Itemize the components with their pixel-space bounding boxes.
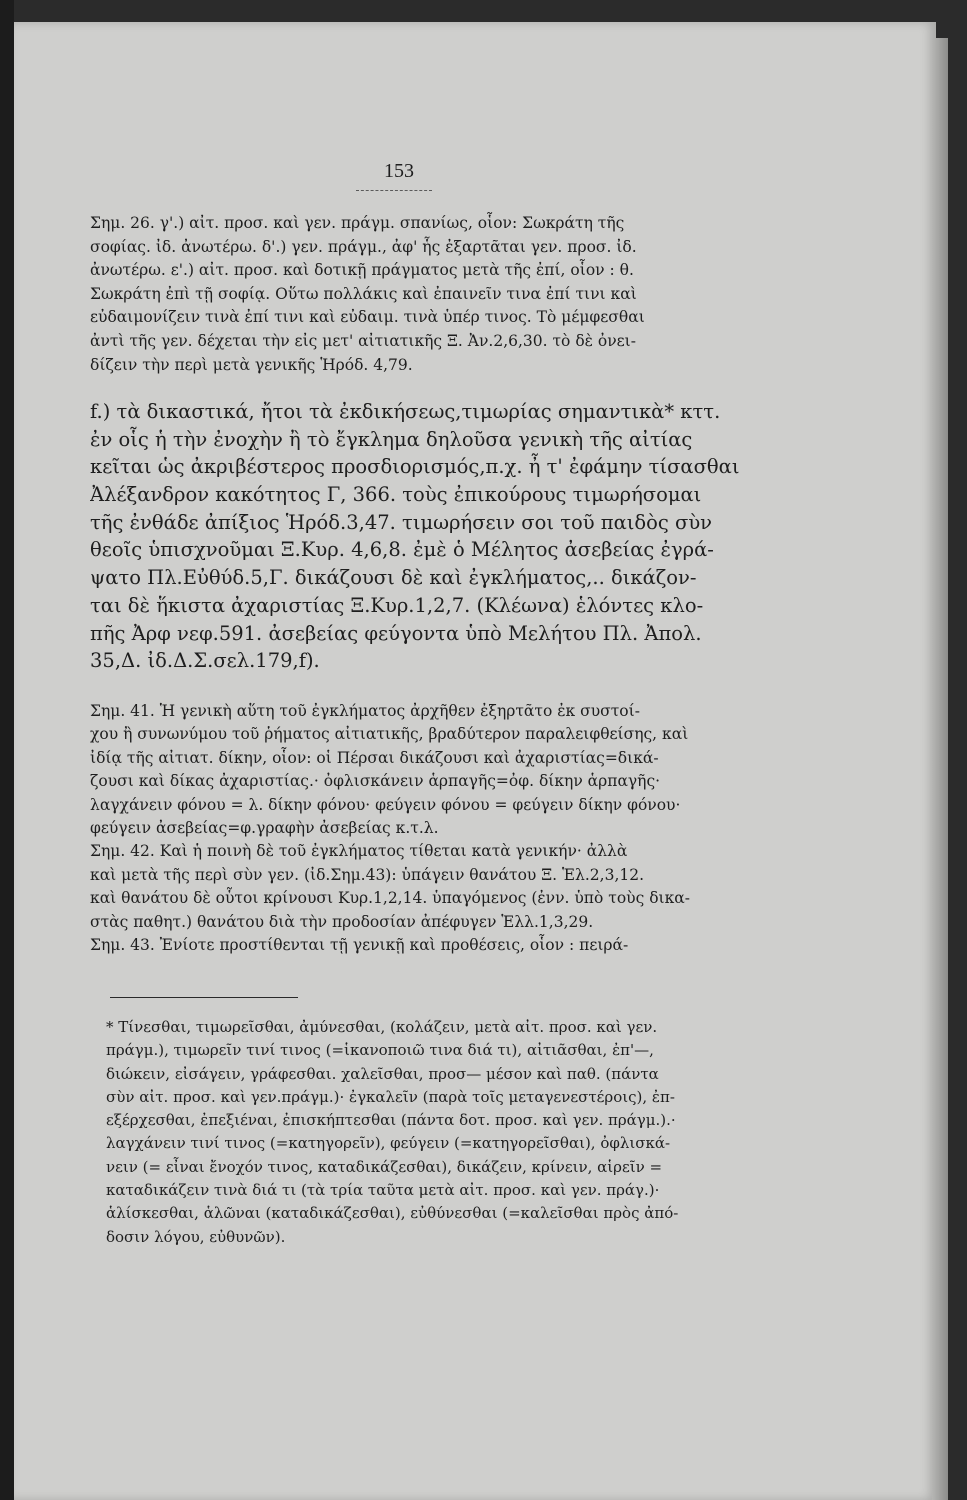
- notes-41-43: [90, 700, 918, 957]
- text-line: εξέρχεσθαι, ἐπεξιέναι, ἐπισκήπτεσθαι (πάντα δοτ. προσ. καὶ γεν. πράγμ.).·: [106, 1111, 676, 1130]
- text-line: χου ἢ συνωνύμου τοῦ ῥήματος αἰτιατικῆς, βραδύτερον παραλειφθείσης, καὶ: [90, 725, 689, 744]
- text-line: σοφίας. ἰδ. ἀνωτέρω. δ'.) γεν. πράγμ., ἀφ' ἧς ἐξαρτᾶται γεν. προσ. ἰδ.: [90, 237, 637, 256]
- text-line: ζουσι καὶ δίκας ἀχαριστίας.· ὀφλισκάνειν ἁρπαγῆς=ὀφ. δίκην ἁρπαγῆς·: [90, 772, 661, 791]
- text-line: δίζειν τὴν περὶ μετὰ γενικῆς Ἡρόδ. 4,79.: [90, 355, 413, 374]
- main-paragraph: [90, 398, 918, 675]
- text-line: λαγχάνειν τινί τινος (=κατηγορεῖν), φεύγειν (=κατηγορεῖσθαι), ὀφλισκά-: [106, 1134, 671, 1153]
- text-line: ψατο Πλ.Εὐθύδ.5,Γ. δικάζουσι δὲ καὶ ἐγκλήματος,.. δικάζον-: [90, 566, 697, 590]
- footnote: [106, 1016, 918, 1249]
- text-line: ται δὲ ἥκιστα ἀχαριστίας Ξ.Κυρ.1,2,7. (Κλέωνα) ἑλόντες κλο-: [90, 593, 704, 617]
- text-line: Σημ. 42. Καὶ ἡ ποινὴ δὲ τοῦ ἐγκλήματος τίθεται κατὰ γενικήν· ἀλλὰ: [90, 842, 628, 861]
- text-line: στὰς παθητ.) θανάτου διὰ τὴν προδοσίαν ἀπέφυγεν Ἑλλ.1,3,29.: [90, 912, 594, 931]
- text-line: ἀντὶ τῆς γεν. δέχεται τὴν εἰς μετ' αἰτιατικῆς Ξ. Ἀν.2,6,30. τὸ δὲ ὀνει-: [90, 331, 636, 350]
- text-line: κεῖται ὡς ἀκριβέστερος προσδιορισμός,π.χ. ἦ τ' ἐφάμην τίσασθαι: [90, 455, 740, 479]
- text-line: πῆς Ἀρφ νεφ.591. ἀσεβείας φεύγοντα ὑπὸ Μελήτου Πλ. Ἀπολ.: [90, 621, 702, 645]
- text-line: ἐν οἷς ἡ τὴν ἐνοχὴν ἢ τὸ ἔγκλημα δηλοῦσα γενικὴ τῆς αἰτίας: [90, 427, 693, 451]
- text-line: λαγχάνειν φόνου = λ. δίκην φόνου· φεύγειν φόνου = φεύγειν δίκην φόνου·: [90, 795, 681, 814]
- text-line: καὶ μετὰ τῆς περὶ σὺν γεν. (ἰδ.Σημ.43): ὑπάγειν θανάτου Ξ. Ἑλ.2,3,12.: [90, 865, 645, 884]
- page-number-rule: [356, 190, 432, 191]
- text-line: καὶ θανάτου δὲ οὗτοι κρίνουσι Κυρ.1,2,14. ὑπαγόμενος (ἐνν. ὑπὸ τοὺς δικα-: [90, 889, 690, 908]
- text-line: θεοῖς ὑπισχνοῦμαι Ξ.Κυρ. 4,6,8. ἐμὲ ὁ Μέλητος ἀσεβείας ἐγρά-: [90, 538, 714, 562]
- text-line: δοσιν λόγου, εὐθυνῶν).: [106, 1227, 286, 1246]
- note-paragraph-1: [90, 212, 918, 377]
- text-line: πράγμ.), τιμωρεῖν τινί τινος (=ἱκανοποιῶ τινα διά τι), αἰτιᾶσθαι, ἐπ'—,: [106, 1041, 654, 1060]
- text-line: Σημ. 26. γ'.) αἰτ. προσ. καὶ γεν. πράγμ. σπανίως, οἷον: Σωκράτη τῆς: [90, 214, 625, 232]
- page-edge-shadow: [932, 38, 948, 1500]
- text-line: Σημ. 41. Ἡ γενικὴ αὕτη τοῦ ἐγκλήματος ἀρχῆθεν ἐξηρτᾶτο ἐκ συστοί-: [90, 702, 640, 720]
- text-line: * Τίνεσθαι, τιμωρεῖσθαι, ἀμύνεσθαι, (κολάζειν, μετὰ αἰτ. προσ. καὶ γεν.: [106, 1018, 658, 1036]
- text-line: ἁλίσκεσθαι, ἁλῶναι (καταδικάζεσθαι), εὐθύνεσθαι (=καλεῖσθαι πρὸς ἀπό-: [106, 1204, 679, 1223]
- text-line: σὺν αἰτ. προσ. καὶ γεν.πράγμ.)· ἐγκαλεῖν (παρὰ τοῖς μεταγενεστέροις), ἐπ-: [106, 1087, 675, 1106]
- text-line: εὐδαιμονίζειν τινὰ ἐπί τινι καὶ εὐδαιμ. τινὰ ὑπέρ τινος. Τὸ μέμφεσθαι: [90, 308, 645, 327]
- text-line: ἰδίᾳ τῆς αἰτιατ. δίκην, οἷον: οἱ Πέρσαι δικάζουσι καὶ ἀχαριστίας=δικά-: [90, 748, 659, 767]
- text-line: τῆς ἐνθάδε ἀπίξιος Ἡρόδ.3,47. τιμωρήσειν σοι τοῦ παιδὸς σὺν: [90, 510, 713, 534]
- text-line: φεύγειν ἀσεβείας=φ.γραφὴν ἀσεβείας κ.τ.λ.: [90, 818, 439, 837]
- text-line: ἀνωτέρω. ε'.) αἰτ. προσ. καὶ δοτικῇ πράγματος μετὰ τῆς ἐπί, οἷον : θ.: [90, 261, 634, 280]
- text-line: νειν (= εἶναι ἔνοχόν τινος, καταδικάζεσθαι), δικάζειν, κρίνειν, αἱρεῖν =: [106, 1157, 663, 1176]
- page-number: 153: [384, 160, 414, 182]
- text-line: Σημ. 43. Ἐνίοτε προστίθενται τῇ γενικῇ καὶ προθέσεις, οἷον : πειρά-: [90, 935, 629, 954]
- text-line: f.) τὰ δικαστικά, ἤτοι τὰ ἐκδικήσεως,τιμωρίας σημαντικὰ* κττ.: [90, 400, 721, 423]
- text-line: 35,Δ. ἰδ.Δ.Σ.σελ.179,f).: [90, 649, 320, 673]
- footnote-rule: [110, 997, 298, 998]
- scan-left-margin: [0, 0, 14, 1500]
- text-line: καταδικάζειν τινὰ διά τι (τὰ τρία ταῦτα μετὰ αἰτ. προσ. καὶ γεν. πράγ.)·: [106, 1181, 660, 1200]
- text-line: διώκειν, εἰσάγειν, γράφεσθαι. χαλεῖσθαι, προσ— μέσον καὶ παθ. (πάντα: [106, 1064, 659, 1083]
- text-line: Σωκράτη ἐπὶ τῇ σοφίᾳ. Οὕτω πολλάκις καὶ ἐπαινεῖν τινα ἐπί τινι καὶ: [90, 284, 637, 303]
- text-line: Ἀλέξανδρον κακότητος Γ, 366. τοὺς ἐπικούρους τιμωρήσομαι: [90, 483, 702, 507]
